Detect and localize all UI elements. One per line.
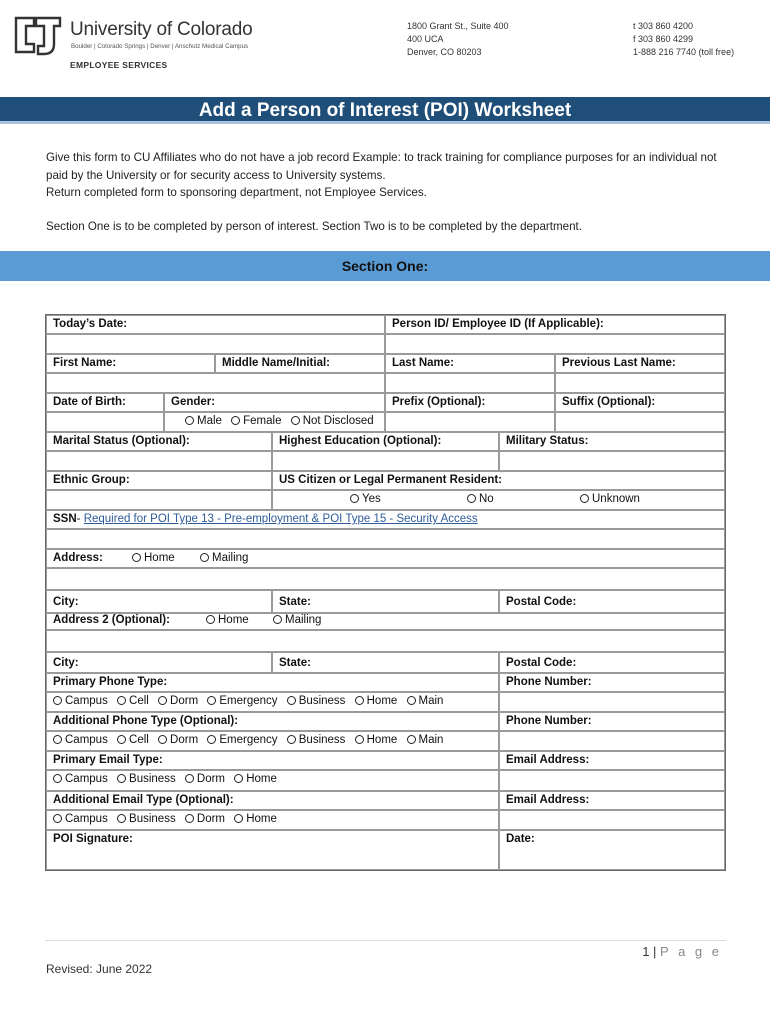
university-name: University of Colorado [70, 19, 253, 40]
additional-phone-type-options [46, 731, 499, 751]
ethnic-group-label: Ethnic Group: [46, 471, 272, 490]
state-label: State: [272, 590, 499, 613]
revision-date: Revised: June 2022 [46, 962, 153, 976]
radio-icon [291, 416, 300, 425]
instruction-return: Return completed form to sponsoring department, not Employee Services. [46, 186, 427, 199]
radio-icon [234, 774, 243, 783]
radio-icon [53, 696, 62, 705]
instruction-sections: Section One is to be completed by person of interest. Section Two is to be completed by the department. [46, 219, 582, 233]
radio-icon [287, 735, 296, 744]
marital-status-field[interactable] [46, 451, 272, 471]
contact-numbers: t 303 860 4200 f 303 860 4299 1-888 216 7740 (toll free) [633, 21, 735, 57]
city-label: City: [46, 590, 272, 613]
add-email-home[interactable]: Home [234, 813, 277, 825]
additional-email-address-label: Email Address: [499, 791, 725, 810]
first-middle-name-field[interactable] [46, 373, 385, 393]
address-field[interactable] [46, 568, 725, 590]
previous-last-name-field[interactable] [555, 373, 725, 393]
military-status-label: Military Status: [499, 432, 725, 451]
ssn-label: SSN [53, 513, 77, 525]
add-phone-cell[interactable]: Cell [117, 734, 149, 746]
last-name-label: Last Name: [385, 354, 555, 373]
radio-icon [117, 774, 126, 783]
worksheet-title-bar [0, 97, 770, 124]
add-phone-emergency[interactable]: Emergency [207, 734, 277, 746]
dob-field[interactable] [46, 412, 164, 432]
additional-email-type-options [46, 810, 499, 830]
radio-icon [407, 696, 416, 705]
radio-icon [158, 696, 167, 705]
state2-label: State: [272, 652, 499, 673]
marital-status-label: Marital Status (Optional): [46, 432, 272, 451]
primary-phone-number-field[interactable] [499, 692, 725, 712]
add-email-dorm[interactable]: Dorm [185, 813, 225, 825]
previous-last-name-label: Previous Last Name: [555, 354, 725, 373]
citizen-options [272, 490, 725, 510]
primary-email-address-label: Email Address: [499, 751, 725, 770]
radio-icon [185, 774, 194, 783]
add-phone-campus[interactable]: Campus [53, 734, 108, 746]
postal-code2-label: Postal Code: [499, 652, 725, 673]
additional-phone-number-label: Phone Number: [499, 712, 725, 731]
radio-icon [355, 696, 364, 705]
address2-field[interactable] [46, 630, 725, 652]
section-title: Section One: [341, 258, 429, 274]
radio-icon [407, 735, 416, 744]
person-id-label: Person ID/ Employee ID (If Applicable): [385, 315, 725, 334]
radio-icon [117, 814, 126, 823]
radio-icon [206, 615, 215, 624]
ssn-requirement-link[interactable]: Required for POI Type 13 - Pre-employment & POI Type 15 - Security Access [83, 513, 478, 525]
department-name: EMPLOYEE SERVICES [70, 60, 168, 70]
dob-label: Date of Birth: [46, 393, 164, 412]
phone-main[interactable]: Main [407, 695, 444, 707]
primary-phone-type-label: Primary Phone Type: [46, 673, 499, 692]
radio-icon [231, 416, 240, 425]
todays-date-field[interactable] [46, 334, 385, 354]
additional-phone-type-label: Additional Phone Type (Optional): [46, 712, 499, 731]
radio-icon [185, 416, 194, 425]
instructions [46, 149, 726, 235]
ssn-field[interactable] [46, 529, 725, 549]
campus-list: Boulder | Colorado Springs | Denver | Anschutz Medical Campus [71, 43, 249, 50]
city2-label: City: [46, 652, 272, 673]
primary-phone-type-options [46, 692, 499, 712]
ssn-label-row: SSN- Required for POI Type 13 - Pre-employment & POI Type 15 - Security Access [46, 510, 725, 529]
citizen-unknown[interactable]: Unknown [580, 493, 640, 505]
military-status-field[interactable] [499, 451, 725, 471]
radio-icon [117, 696, 126, 705]
primary-email-type-options [46, 770, 499, 791]
address2-mailing-option[interactable]: Mailing [273, 614, 321, 626]
radio-icon [207, 696, 216, 705]
email-campus[interactable]: Campus [53, 773, 108, 785]
middle-name-label: Middle Name/Initial: [215, 354, 385, 373]
gender-not-disclosed[interactable]: Not Disclosed [291, 415, 374, 427]
todays-date-label: Today’s Date: [46, 315, 385, 334]
add-phone-dorm[interactable]: Dorm [158, 734, 198, 746]
person-id-field[interactable] [385, 334, 725, 354]
radio-icon [158, 735, 167, 744]
instruction-purpose: Give this form to CU Affiliates who do not have a job record Example: to track training for compliance purposes for an individual not paid by the University or for security access to University systems. [46, 151, 717, 182]
address2-label-row [46, 613, 725, 630]
radio-icon [355, 735, 364, 744]
primary-email-type-label: Primary Email Type: [46, 751, 499, 770]
gender-label: Gender: [164, 393, 385, 412]
radio-icon [287, 696, 296, 705]
citizen-no[interactable]: No [467, 493, 494, 505]
address2-home-option[interactable]: Home [206, 614, 249, 626]
phone-cell[interactable]: Cell [117, 695, 149, 707]
address-label-row [46, 549, 725, 568]
last-name-field[interactable] [385, 373, 555, 393]
radio-icon [234, 814, 243, 823]
radio-icon [350, 494, 359, 503]
radio-icon [185, 814, 194, 823]
address2-label: Address 2 (Optional): [53, 614, 170, 626]
gender-female[interactable]: Female [231, 415, 281, 427]
additional-phone-number-field[interactable] [499, 731, 725, 751]
radio-icon [53, 735, 62, 744]
cu-logo-icon [14, 14, 62, 58]
add-phone-main[interactable]: Main [407, 734, 444, 746]
email-business[interactable]: Business [117, 773, 176, 785]
education-label: Highest Education (Optional): [272, 432, 499, 451]
phone-home[interactable]: Home [355, 695, 398, 707]
add-phone-home[interactable]: Home [355, 734, 398, 746]
email-dorm[interactable]: Dorm [185, 773, 225, 785]
primary-phone-number-label: Phone Number: [499, 673, 725, 692]
mailing-address: 1800 Grant St., Suite 400 400 UCA Denver, CO 80203 [407, 21, 509, 57]
radio-icon [53, 774, 62, 783]
letterhead [0, 0, 770, 90]
add-email-business[interactable]: Business [117, 813, 176, 825]
radio-icon [117, 735, 126, 744]
footer-divider [45, 940, 726, 941]
radio-icon [132, 553, 141, 562]
signature-date-field[interactable]: Date: [499, 830, 725, 870]
phone-dorm[interactable]: Dorm [158, 695, 198, 707]
suffix-field[interactable] [555, 412, 725, 432]
radio-icon [207, 735, 216, 744]
page-number: 1 | P a g e [642, 944, 722, 959]
citizen-yes[interactable]: Yes [350, 493, 381, 505]
address-label: Address: [53, 552, 103, 564]
address-mailing-option[interactable]: Mailing [200, 552, 248, 564]
radio-icon [580, 494, 589, 503]
suffix-label: Suffix (Optional): [555, 393, 725, 412]
poi-signature-field[interactable]: POI Signature: [46, 830, 499, 870]
page-title: Add a Person of Interest (POI) Worksheet [198, 100, 572, 121]
poi-form [45, 314, 726, 871]
additional-email-type-label: Additional Email Type (Optional): [46, 791, 499, 810]
add-phone-business[interactable]: Business [287, 734, 346, 746]
postal-code-label: Postal Code: [499, 590, 725, 613]
prefix-label: Prefix (Optional): [385, 393, 555, 412]
radio-icon [200, 553, 209, 562]
education-field[interactable] [272, 451, 499, 471]
address-home-option[interactable]: Home [132, 552, 175, 564]
phone-emergency[interactable]: Emergency [207, 695, 277, 707]
phone-campus[interactable]: Campus [53, 695, 108, 707]
email-home[interactable]: Home [234, 773, 277, 785]
gender-options [164, 412, 385, 432]
gender-male[interactable]: Male [185, 415, 222, 427]
section-one-bar [0, 251, 770, 281]
radio-icon [53, 814, 62, 823]
ethnic-group-field[interactable] [46, 490, 272, 510]
radio-icon [467, 494, 476, 503]
primary-email-address-field[interactable] [499, 770, 725, 791]
additional-email-address-field[interactable] [499, 810, 725, 830]
add-email-campus[interactable]: Campus [53, 813, 108, 825]
first-name-label: First Name: [46, 354, 215, 373]
citizen-label: US Citizen or Legal Permanent Resident: [272, 471, 725, 490]
prefix-field[interactable] [385, 412, 555, 432]
phone-business[interactable]: Business [287, 695, 346, 707]
radio-icon [273, 615, 282, 624]
